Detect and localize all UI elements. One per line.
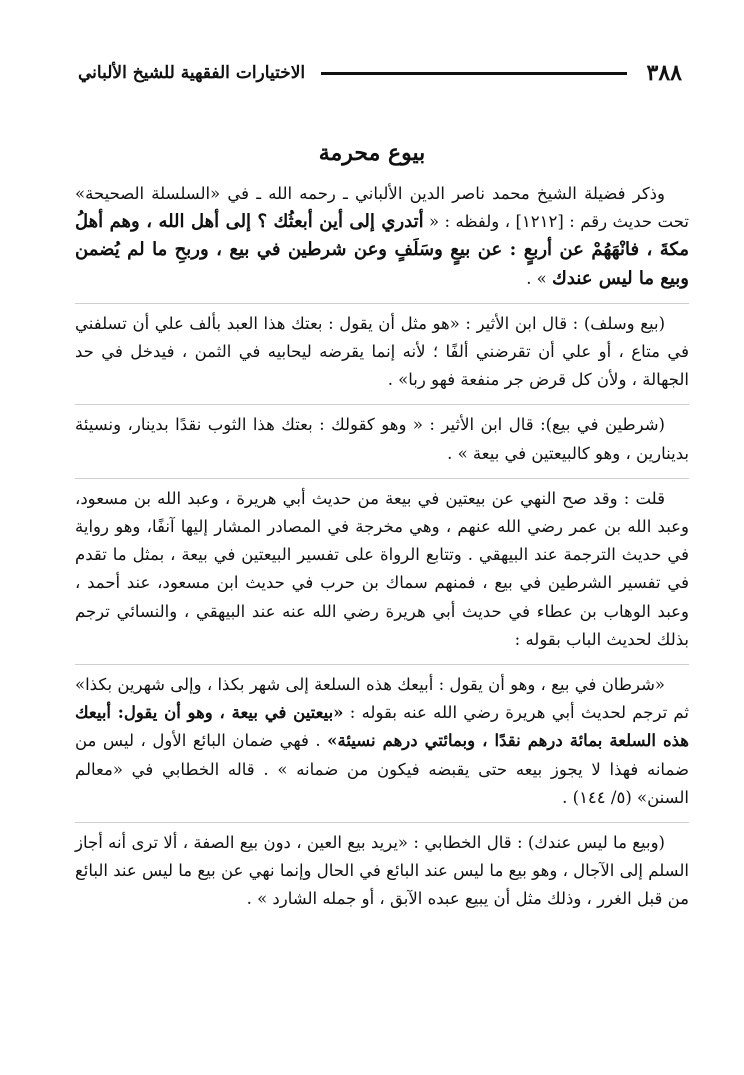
header-rule	[321, 72, 626, 75]
section-title: بيوع محرمة	[318, 140, 426, 166]
separator	[75, 404, 689, 405]
term-ma-laysa-indak: (وبيع ما ليس عندك)	[527, 833, 665, 853]
term-shartayn: (شرطين في بيع)	[545, 415, 665, 435]
running-title: الاختيارات الفقهية للشيخ الألباني	[78, 63, 306, 83]
text-bay-wa-salaf: : قال ابن الأثير : «هو مثل أن يقول : بعتك هذا العبد بألف علي أن تسلفني في متاع ، أو علي أن تقرضني ألفًا ؛ لأنه إنما يقرضه ليحابيه في الثمن ، فيدخل في حد الجهالة ، ولأن كل قرض جر منفعة فهو ربا» .	[75, 313, 689, 390]
paragraph-intro	[75, 180, 689, 293]
page-number: ٣٨٨	[646, 60, 682, 86]
intro-end: » .	[526, 268, 553, 288]
main-text	[75, 180, 689, 914]
separator	[75, 822, 689, 823]
paragraph-shartayn	[75, 411, 689, 467]
nasai-text-2: . فهي ضمان البائع الأول ، ليس من ضمانه فهذا لا يجوز بيعه حتى يقبضه فيكون من ضمانه » . قاله الخطابي في «معالم السنن» (٥/ ١٤٤) .	[75, 731, 689, 807]
text-ma-laysa-indak: : قال الخطابي : «يريد بيع العين ، دون بيع الصفة ، ألا ترى أنه أجاز السلم إلى الآجال ، وهو بيع ما ليس عند البائع في الحال وإنما نهي عن بيع ما ليس عند البائع من قبل الغرر ، وذلك مثل أن يبيع عبده الآبق ، أو جمله الشارد » .	[75, 833, 689, 909]
paragraph-bay-wa-salaf	[75, 310, 689, 395]
intro-text: وذكر فضيلة الشيخ محمد ناصر الدين الألباني ـ رحمه الله ـ في «السلسلة الصحيحة» تحت حديث رقم : [١٢١٢] ، ولفظه : «	[75, 184, 690, 232]
term-bay-wa-salaf: (بيع وسلف)	[583, 313, 666, 333]
hadith-text: أتدري إلى أين أبعثُك ؟ إلى أهل الله ، وهم أهلُ مكةَ ، فانْهَهُمْ عن أربعٍ : عن بيعٍ وسَلَفٍ وعن شرطين في بيع ، وربحِ ما لم يُضمن وبيع ما ليس عندك	[75, 211, 689, 289]
separator	[75, 303, 689, 304]
paragraph-qultu: قلت : وقد صح النهي عن بيعتين في بيعة من حديث أبي هريرة ، وعبد الله بن مسعود، وعبد الله بن عمر رضي الله عنهم ، وهي مخرجة في المصادر المشار إليها آنفًا، وهو رواية في حديث الترجمة عند البيهقي . وتتابع الرواة على تفسير البيعتين في بيعة ، بمثل ما تقدم في تفسير الشرطين في بيع ، فمنهم سماك بن حرب في حديث ابن مسعود، عند أحمد ، وعبد الوهاب بن عطاء في حديث أبي هريرة رضي الله عنه عند البيهقي ، والنسائي ترجم بذلك لحديث الباب بقوله :	[75, 488, 689, 649]
paragraph-ma-laysa-indak	[75, 829, 689, 914]
nasai-bold-text: «بيعتين في بيعة ، وهو أن يقول: أبيعك هذه السلعة بمائة درهم نقدًا ، وبمائتي درهم نسيئة»	[75, 703, 689, 751]
text-shartayn: : قال ابن الأثير : « وهو كقولك : بعتك هذا الثوب نقدًا بدينار، ونسيئة بدينارين ، وهو كالبيعتين في بيعة » .	[75, 415, 689, 463]
paragraph-nasai	[75, 671, 689, 812]
separator	[75, 478, 689, 479]
page-header	[78, 55, 682, 91]
nasai-text-1: «شرطان في بيع ، وهو أن يقول : أبيعك هذه السلعة إلى شهر بكذا ، وإلى شهرين بكذا» ثم ترجم لحديث أبي هريرة رضي الله عنه بقوله :	[75, 675, 689, 723]
separator	[75, 664, 689, 665]
